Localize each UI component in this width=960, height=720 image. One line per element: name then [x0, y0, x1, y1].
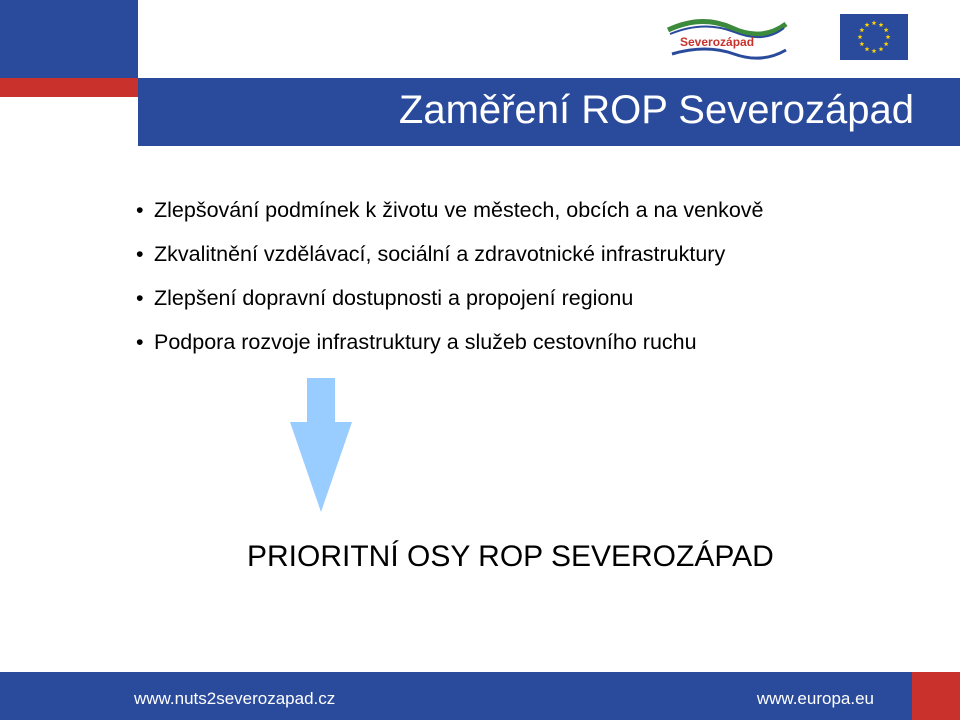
footer-bar	[0, 672, 960, 720]
arrow-down-icon	[290, 378, 352, 512]
list-item-text: Zkvalitnění vzdělávací, sociální a zdravotnické infrastruktury	[154, 242, 726, 266]
footer-link-nuts2[interactable]: www.nuts2severozapad.cz	[134, 689, 336, 708]
list-item	[136, 192, 764, 236]
bullet-dot: •	[136, 286, 144, 310]
priority-heading: PRIORITNÍ OSY ROP SEVEROZÁPAD	[247, 540, 774, 573]
footer-decoration-red	[912, 672, 960, 720]
bullet-list	[136, 192, 764, 368]
list-item-text: Zlepšování podmínek k životu ve městech, obcích a na venkově	[154, 198, 764, 222]
list-item	[136, 236, 764, 280]
list-item	[136, 324, 764, 368]
bullet-dot: •	[136, 198, 144, 222]
corner-decoration-blue	[0, 0, 138, 78]
list-item-text: Zlepšení dopravní dostupnosti a propojení regionu	[154, 286, 634, 310]
title-band	[138, 78, 960, 146]
page-title: Zaměření ROP Severozápad	[398, 88, 914, 132]
list-item-text: Podpora rozvoje infrastruktury a služeb cestovního ruchu	[154, 330, 697, 354]
logo-wave-green	[668, 21, 786, 34]
logo-text: Severozápad	[680, 35, 755, 49]
corner-decoration-red	[0, 78, 138, 97]
logo-wave-bottom	[672, 49, 786, 58]
eu-flag-icon	[840, 14, 908, 60]
bullet-dot: •	[136, 330, 144, 354]
list-item	[136, 280, 764, 324]
footer-link-europa[interactable]: www.europa.eu	[756, 689, 874, 708]
bullet-dot: •	[136, 242, 144, 266]
severozapad-logo	[662, 14, 792, 62]
